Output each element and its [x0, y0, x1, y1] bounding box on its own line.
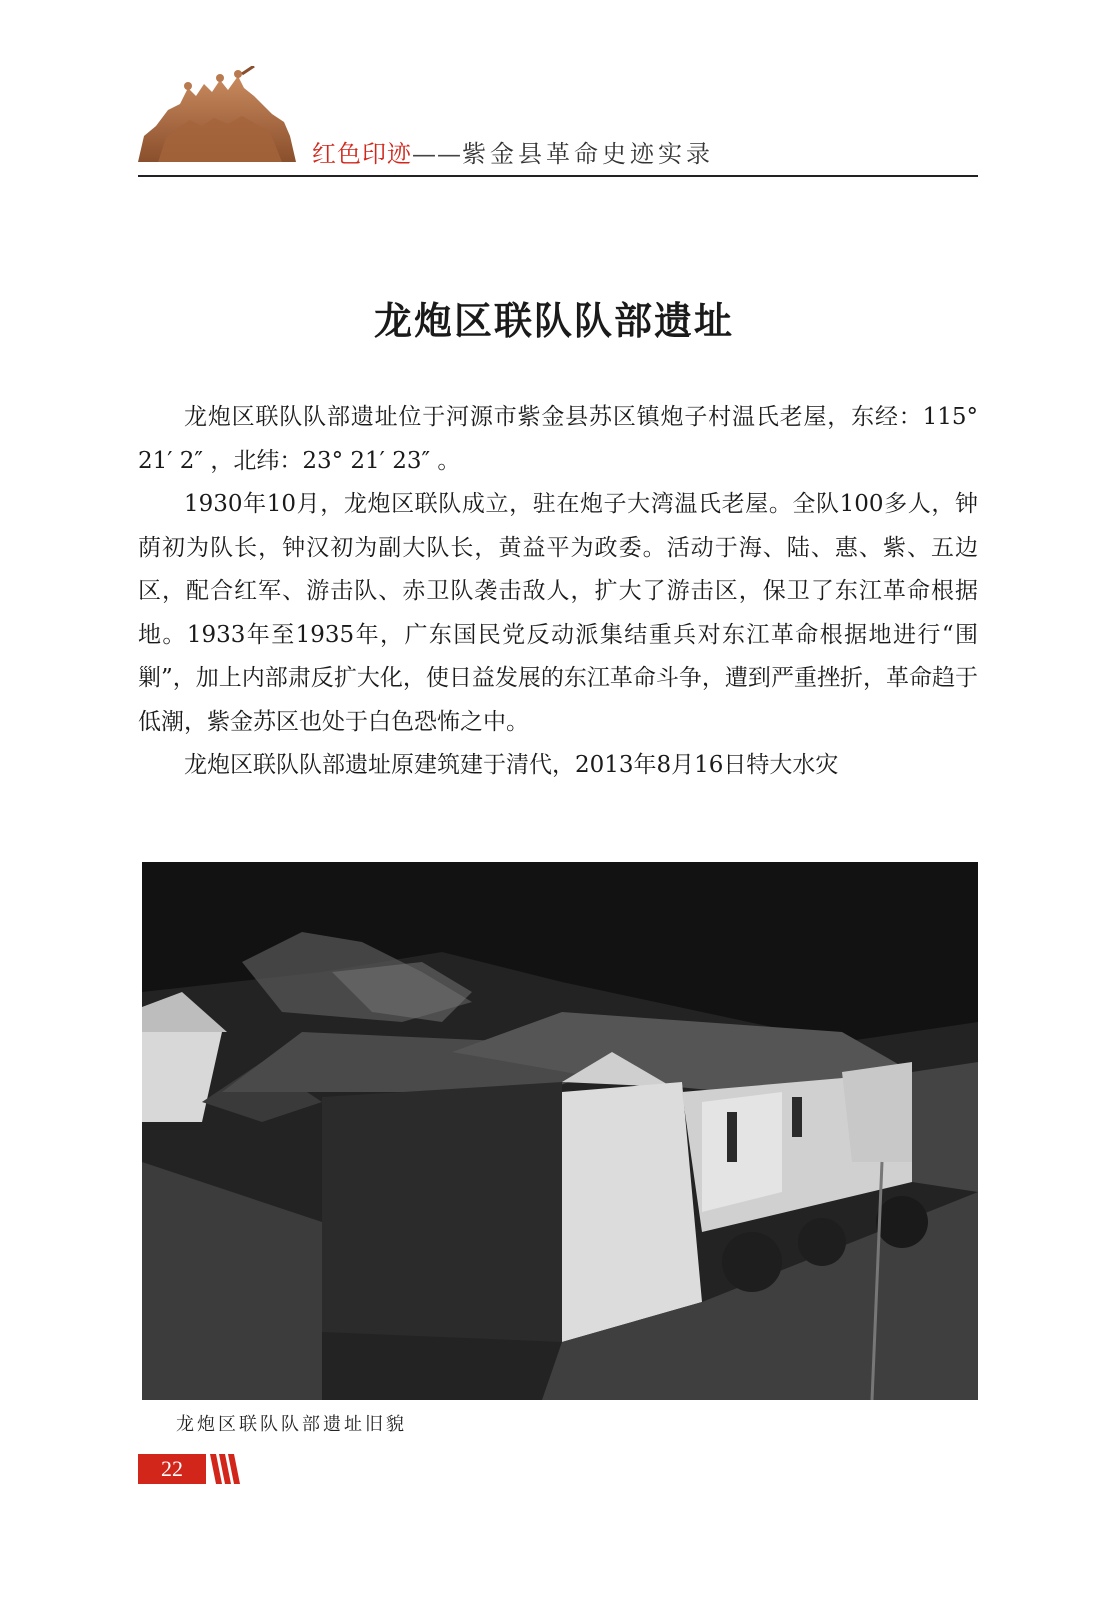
series-title: 红色印迹	[312, 140, 412, 168]
header-separator: ——	[412, 140, 462, 168]
paragraph: 龙炮区联队队部遗址位于河源市紫金县苏区镇炮子村温氏老屋，东经：115° 21′ 2″ ，北纬：23° 21′ 23″ 。	[138, 404, 978, 474]
article-title: 龙炮区联队队部遗址	[373, 299, 734, 343]
header-rule	[138, 175, 978, 177]
article-body	[138, 396, 978, 788]
paragraph: 龙炮区联队队部遗址原建筑建于清代，2013年8月16日特大水灾	[184, 752, 839, 778]
series-subtitle: 紫金县革命史迹实录	[462, 140, 714, 168]
photo-caption: 龙炮区联队队部遗址旧貌	[176, 1414, 407, 1435]
sculpture-emblem	[138, 66, 298, 166]
paragraph: 1930年10月，龙炮区联队成立，驻在炮子大湾温氏老屋。全队100多人，钟荫初为队长，钟汉初为副大队长，黄益平为政委。活动于海、陆、惠、紫、五边区，配合红军、游击队、赤卫队袭击敌人，扩大了游击区，保卫了东江革命根据地。1933年至1935年，广东国民党反动派集结重兵对东江革命根据地进行“围剿”，加上内部肃反扩大化，使日益发展的东江革命斗争，遭到严重挫折，革命趋于低潮，紫金苏区也处于白色恐怖之中。	[138, 491, 978, 735]
running-header	[312, 134, 714, 169]
page-number-stripes	[208, 1454, 242, 1484]
historic-photo	[142, 862, 978, 1400]
page-number: 22	[138, 1454, 206, 1484]
